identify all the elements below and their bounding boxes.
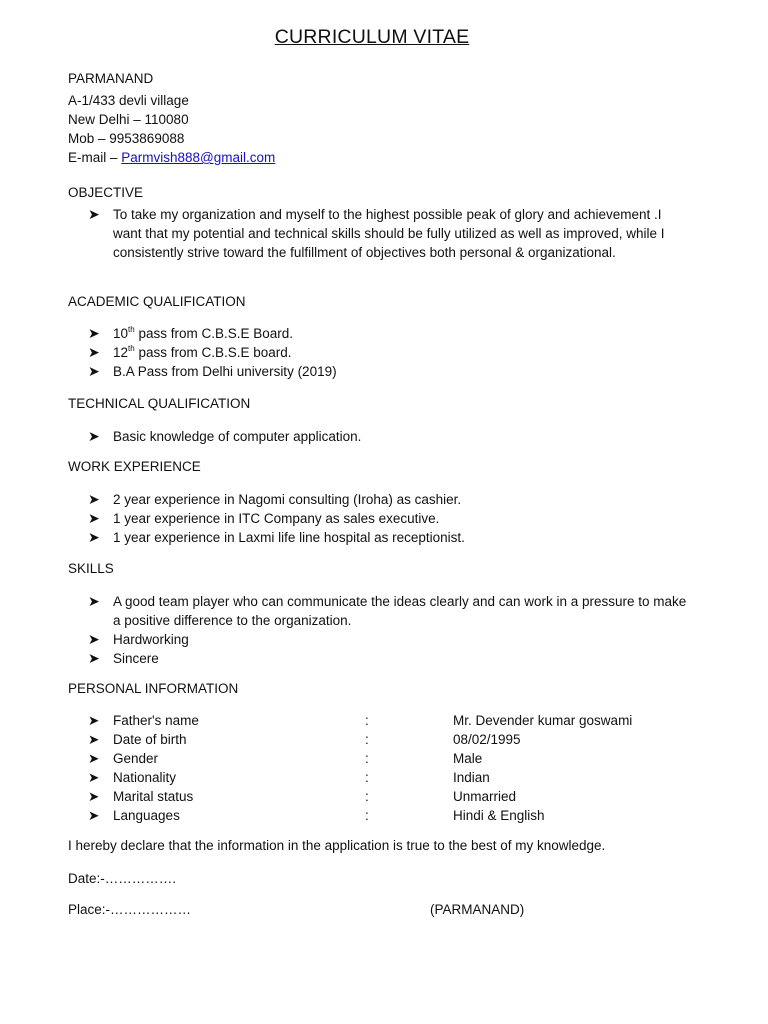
label-text: Date of birth (113, 732, 187, 747)
personal-label (88, 787, 365, 806)
arrow-bullet-icon: ➤ (88, 510, 100, 526)
personal-heading: PERSONAL INFORMATION (68, 681, 239, 696)
arrow-bullet-icon: ➤ (88, 631, 100, 647)
declaration-text: I hereby declare that the information in the application is true to the best of my knowledge. (68, 838, 606, 853)
place-line: Place:-……………… (68, 902, 192, 917)
skill-text: Hardworking (113, 632, 189, 647)
arrow-bullet-icon: ➤ (88, 808, 100, 823)
personal-value: Male (453, 751, 483, 766)
label-text: Nationality (113, 770, 177, 785)
personal-value: Mr. Devender kumar goswami (453, 713, 633, 728)
separator: : (365, 789, 369, 804)
arrow-bullet-icon: ➤ (88, 732, 100, 747)
email-link[interactable]: Parmvish888@gmail.com (121, 150, 276, 165)
academic-text: pass from C.B.S.E board. (134, 345, 292, 360)
table-row (88, 806, 632, 825)
personal-value: Hindi & English (453, 808, 545, 823)
arrow-bullet-icon: ➤ (88, 770, 100, 785)
objective-text: To take my organization and myself to the highest possible peak of glory and achievement .I want that my potential and technical skills should be fully utilized as well as improved, while I consistently strive toward the fulfillment of objectives both personal & organizational. (113, 207, 665, 260)
work-list (88, 490, 688, 547)
list-item (88, 362, 688, 381)
arrow-bullet-icon: ➤ (88, 428, 100, 444)
contact-block (68, 69, 275, 167)
label-text: Languages (113, 808, 180, 823)
list-item (88, 343, 688, 362)
academic-sup: th (128, 344, 135, 353)
list-item (88, 427, 688, 446)
email-row (68, 148, 275, 167)
address-line-1: A-1/433 devli village (68, 93, 189, 108)
table-row (88, 768, 632, 787)
arrow-bullet-icon: ➤ (88, 529, 100, 545)
table-row (88, 730, 632, 749)
applicant-name: PARMANAND (68, 71, 154, 86)
list-item (88, 205, 688, 262)
date-line: Date:-……………. (68, 871, 177, 886)
academic-text: B.A Pass from Delhi university (2019) (113, 364, 337, 379)
arrow-bullet-icon: ➤ (88, 325, 100, 341)
arrow-bullet-icon: ➤ (88, 344, 100, 360)
list-item (88, 490, 688, 509)
arrow-bullet-icon: ➤ (88, 713, 100, 728)
list-item (88, 528, 688, 547)
arrow-bullet-icon: ➤ (88, 593, 100, 609)
list-item (88, 630, 688, 649)
list-item (88, 509, 688, 528)
arrow-bullet-icon: ➤ (88, 491, 100, 507)
arrow-bullet-icon: ➤ (88, 789, 100, 804)
arrow-bullet-icon: ➤ (88, 751, 100, 766)
work-text: 1 year experience in ITC Company as sales executive. (113, 511, 440, 526)
arrow-bullet-icon: ➤ (88, 650, 100, 666)
list-item (88, 324, 688, 343)
work-heading: WORK EXPERIENCE (68, 459, 201, 474)
separator: : (365, 770, 369, 785)
address-line-2: New Delhi – 110080 (68, 112, 189, 127)
academic-num: 12 (113, 345, 129, 360)
personal-label (88, 711, 365, 730)
label-text: Gender (113, 751, 159, 766)
technical-heading: TECHNICAL QUALIFICATION (68, 396, 251, 411)
academic-text: pass from C.B.S.E Board. (134, 326, 294, 341)
arrow-bullet-icon: ➤ (88, 363, 100, 379)
personal-label (88, 768, 365, 787)
academic-sup: th (128, 325, 135, 334)
table-row (88, 711, 632, 730)
academic-num: 10 (113, 326, 129, 341)
separator: : (365, 751, 369, 766)
personal-value: Unmarried (453, 789, 517, 804)
academic-heading: ACADEMIC QUALIFICATION (68, 294, 246, 309)
skills-heading: SKILLS (68, 561, 114, 576)
separator: : (365, 713, 369, 728)
signature-name: (PARMANAND) (430, 902, 525, 917)
personal-label (88, 749, 365, 768)
skills-list (88, 592, 688, 668)
personal-info-table (88, 711, 632, 825)
email-label: E-mail – (68, 150, 122, 165)
objective-heading: OBJECTIVE (68, 185, 144, 200)
label-text: Father's name (113, 713, 199, 728)
personal-label (88, 730, 365, 749)
personal-label (88, 806, 365, 825)
table-row (88, 749, 632, 768)
skill-text: A good team player who can communicate the ideas clearly and can work in a pressure to make a positive difference to the organization. (113, 594, 687, 628)
technical-text: Basic knowledge of computer application. (113, 429, 362, 444)
separator: : (365, 808, 369, 823)
separator: : (365, 732, 369, 747)
work-text: 1 year experience in Laxmi life line hospital as receptionist. (113, 530, 465, 545)
mobile-number: Mob – 9953869088 (68, 131, 185, 146)
personal-value: Indian (453, 770, 490, 785)
document-title: CURRICULUM VITAE (274, 26, 470, 48)
arrow-bullet-icon: ➤ (88, 206, 100, 222)
list-item (88, 592, 688, 630)
technical-list (88, 427, 688, 446)
list-item (88, 649, 688, 668)
table-row (88, 787, 632, 806)
objective-list (88, 205, 688, 262)
skill-text: Sincere (113, 651, 159, 666)
academic-list (88, 324, 688, 381)
personal-value: 08/02/1995 (453, 732, 521, 747)
label-text: Marital status (113, 789, 194, 804)
work-text: 2 year experience in Nagomi consulting (Iroha) as cashier. (113, 492, 462, 507)
